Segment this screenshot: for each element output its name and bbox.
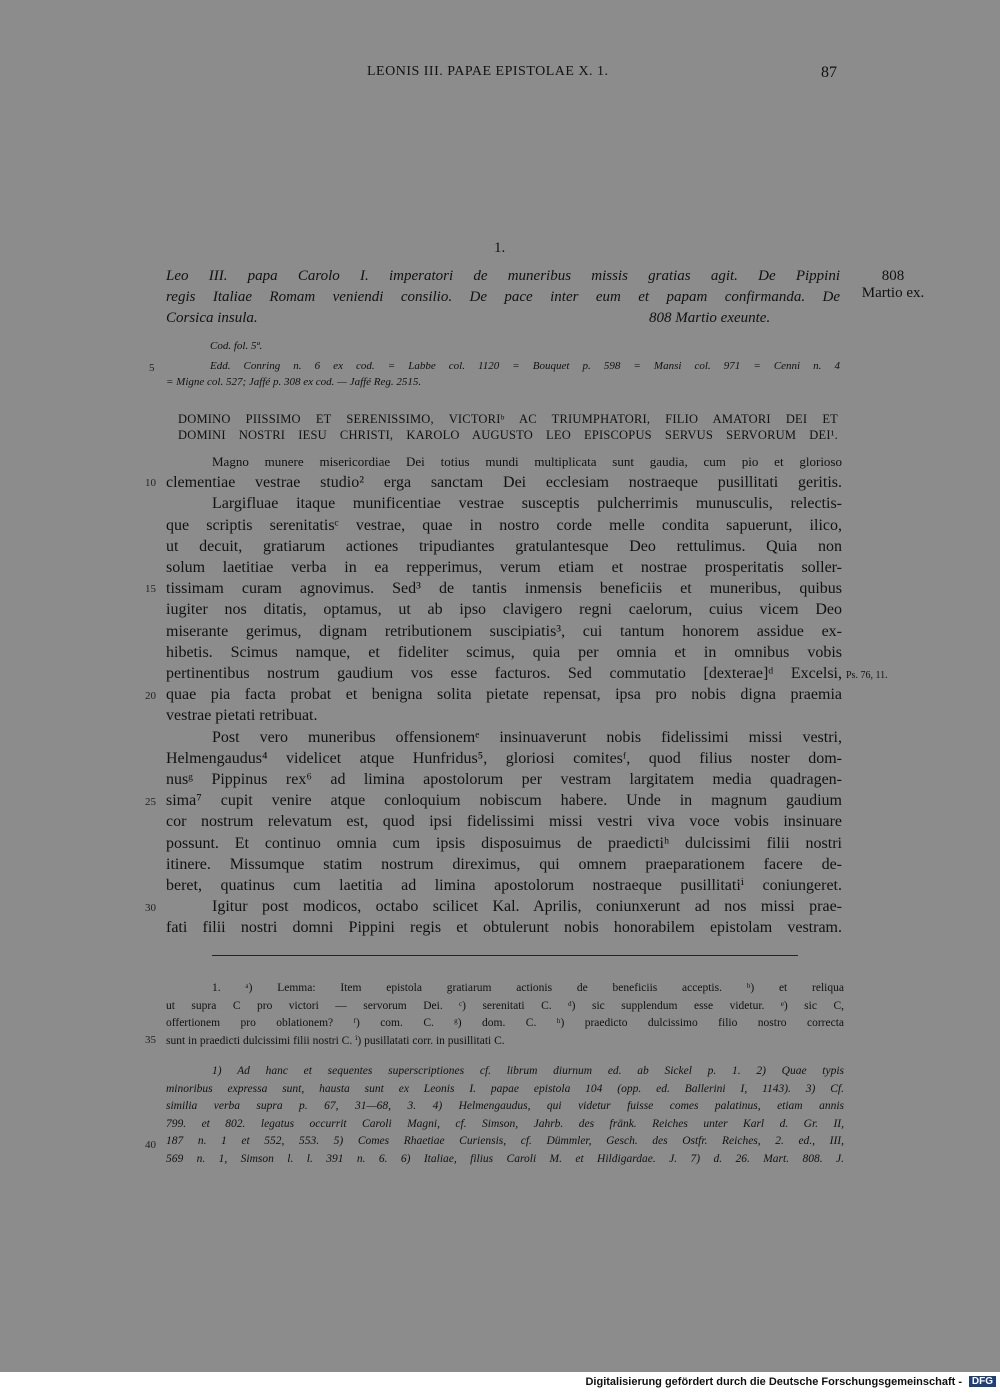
editions-line: Edd. Conring n. 6 ex cod. = Labbe col. 1120 = Bouquet p. 598 = Mansi col. 971 = Cenni n. 4 bbox=[210, 360, 840, 372]
line-number: 20 bbox=[145, 690, 156, 702]
line-number: 30 bbox=[145, 902, 156, 914]
body-line: clementiae vestrae studio² erga sanctam Dei ecclesiam nostraeque pusillitati geritis. bbox=[166, 474, 842, 492]
line-number: 5 bbox=[149, 362, 155, 374]
note-line: 1) Ad hanc et sequentes superscriptiones cf. librum diurnum ed. ab Sickel p. 1. 2) Quae typis bbox=[212, 1065, 844, 1077]
summary-line: Leo III. papa Carolo I. imperatori de muneribus missis gratias agit. De Pippini bbox=[166, 268, 840, 284]
note-line: similia verba supra p. 67, 31—68, 3. 4) Helmengaudus, qui videtur fuisse comes palatinus, etiam annis bbox=[166, 1100, 844, 1113]
body-line: cor nostrum relevatum est, quod ipsi fidelissimi missi vestri viva voce vobis insinuare bbox=[166, 813, 842, 831]
note-line: 569 n. 1, Simson l. l. 391 n. 6. 6) Italiae, filius Caroli M. et Hildigardae. J. 7) d. 26. Mart. 808. J. bbox=[166, 1152, 844, 1165]
summary-line: regis Italiae Romam veniendi consilio. De pace inter eum et papam confirmanda. De bbox=[166, 289, 840, 305]
address-line: DOMINO PIISSIMO ET SERENISSIMO, VICTORIᵇ AC TRIUMPHATORI, FILIO AMATORI DEI ET bbox=[178, 412, 838, 426]
line-number: 25 bbox=[145, 796, 156, 808]
letter-number: 1. bbox=[494, 240, 506, 256]
body-line: que scriptis serenitatisᶜ vestrae, quae in nostro corde melle condita sapuerunt, ilico, bbox=[166, 516, 842, 534]
note-line: 799. et 802. legatus occurrit Caroli Magni, cf. Simson, Jahrb. des fränk. Reiches unter Karl d. Gr. II, bbox=[166, 1117, 844, 1130]
apparatus-line: ut supra C pro victori — servorum Dei. ᶜ) serenitati C. ᵈ) sic supplendum esse videtur. ᵉ) sic C, bbox=[166, 999, 844, 1012]
critical-apparatus bbox=[166, 980, 844, 1050]
body-line: quae pia facta probat et benigna solita pietate repensat, ipsa pro nobis digna praemia bbox=[166, 686, 842, 704]
historical-notes bbox=[166, 1063, 844, 1169]
editions-note bbox=[166, 358, 840, 390]
body-line: solum laetitiae verba in ea repperimus, verum etiam et nostrae prosperitatis soller- bbox=[166, 559, 842, 577]
body-line: ut decuit, gratiarum actiones tripudiantes gratulantesque Deo rettulimus. Quia non bbox=[166, 537, 842, 555]
codex-note: Cod. fol. 5ª. bbox=[210, 340, 263, 352]
body-line: itinere. Missumque statim nostrum direximus, qui omnem praeparationem facere de- bbox=[166, 855, 842, 873]
margin-date bbox=[848, 268, 938, 302]
line-number: 15 bbox=[145, 583, 156, 595]
apparatus-line: sunt in praedicti dulcissimi filii nostri C. ⁱ) pusillatati corr. in pusillitati C. bbox=[166, 1034, 505, 1047]
body-line: sima⁷ cupit venire atque conloquium nobiscum habere. Unde in magnum gaudium bbox=[166, 792, 842, 810]
editions-line: = Migne col. 527; Jaffé p. 308 ex cod. — Jaffé Reg. 2515. bbox=[166, 376, 422, 388]
body-line: Post vero muneribus offensionemᵉ insinuaverunt nobis fidelissimi missi vestri, bbox=[212, 728, 842, 746]
line-number: 40 bbox=[145, 1139, 156, 1151]
summary-line: Corsica insula. bbox=[166, 310, 258, 326]
address-line: DOMINI NOSTRI IESU CHRISTI, KAROLO AUGUSTO LEO EPISCOPUS SERVUS SERVORUM DEI¹. bbox=[178, 428, 838, 442]
body-line: possunt. Et continuo omnia cum ipsis disposuimus de praedictiʰ dulcissimi filii nostri bbox=[166, 834, 842, 852]
footnote-separator bbox=[212, 955, 798, 956]
body-line: hibetis. Scimus namque, et fideliter scimus, quia per omnia et in omnibus vobis bbox=[166, 643, 842, 661]
margin-month: Martio ex. bbox=[861, 285, 925, 301]
note-line: 187 n. 1 et 552, 553. 5) Comes Rhaetiae Curiensis, cf. Dümmler, Gesch. des Ostfr. Reiches, 2. ed., III, bbox=[166, 1135, 844, 1148]
margin-year: 808 bbox=[881, 268, 905, 284]
letter-summary bbox=[166, 266, 840, 329]
running-title: LEONIS III. PAPAE EPISTOLAE X. 1. bbox=[367, 64, 609, 79]
summary-date: 808 Martio exeunte. bbox=[649, 310, 771, 326]
body-line: beret, quatinus cum laetitia ad limina apostolorum nostraeque pusillitatiⁱ coniungeret. bbox=[166, 877, 842, 895]
body-line: Magno munere misericordiae Dei totius mundi multiplicata sunt gaudia, cum pio et glorioso bbox=[212, 454, 842, 469]
body-line: Igitur post modicos, octabo scilicet Kal. Aprilis, coniunxerunt ad nos missi prae- bbox=[212, 898, 842, 916]
body-line: tissimam curam agnovimus. Sed³ de tantis inmensis beneficiis et muneribus, quibus bbox=[166, 580, 842, 598]
line-number: 35 bbox=[145, 1034, 156, 1046]
dfg-logo: DFG bbox=[969, 1376, 996, 1387]
body-line: pertinentibus nostrum gaudium vos esse facturos. Sed commutatio [dexterae]ᵈ Excelsi, bbox=[166, 665, 842, 683]
margin-reference: Ps. 76, 11. bbox=[846, 670, 888, 681]
body-line: Helmengaudus⁴ videlicet atque Hunfridus⁵, gloriosi comitesᶠ, quod filius noster dom- bbox=[166, 749, 842, 767]
note-line: minoribus expressa sunt, hausta sunt ex Leonis I. papae epistola 104 (opp. ed. Ballerini I, 1143). 3) Cf. bbox=[166, 1082, 844, 1095]
page-number: 87 bbox=[821, 64, 837, 81]
letter-address bbox=[178, 411, 838, 443]
line-number: 10 bbox=[145, 477, 156, 489]
body-line: vestrae pietati retribuat. bbox=[166, 707, 318, 725]
body-line: nusᵍ Pippinus rex⁶ ad limina apostolorum per vestram largitatem media quadragen- bbox=[166, 771, 842, 789]
footer-bar bbox=[0, 1372, 1000, 1394]
body-line: miserante gerimus, dignam retributionem suscipiatis³, cui tantum honorem assidue ex- bbox=[166, 622, 842, 640]
body-line: fati filii nostri domni Pippini regis et obtulerunt nobis honorabilem epistolam vestram. bbox=[166, 919, 842, 937]
footer-credit: Digitalisierung gefördert durch die Deutsche Forschungsgemeinschaft - bbox=[585, 1376, 962, 1388]
letter-body bbox=[166, 451, 842, 939]
body-line: iugiter nos ditatis, optamus, ut ab ipso clavigero regni caelorum, cuius vicem Deo bbox=[166, 601, 842, 619]
apparatus-line: 1. ᵃ) Lemma: Item epistola gratiarum actionis de beneficiis acceptis. ᵇ) et reliqua bbox=[212, 982, 844, 994]
apparatus-line: offertionem pro oblationem? ᶠ) com. C. ᵍ) dom. C. ʰ) praedicto dulcissimo filio nostro correcta bbox=[166, 1017, 844, 1029]
body-line: Largifluae itaque munificentiae vestrae susceptis pulcherrimis munusculis, relectis- bbox=[212, 495, 842, 513]
